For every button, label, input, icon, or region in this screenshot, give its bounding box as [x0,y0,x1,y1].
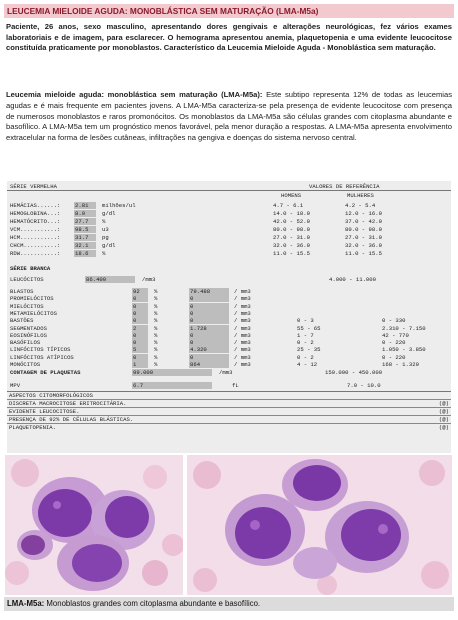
reference-header: VALORES DE REFERÊNCIA [309,183,380,190]
red-series-header-row [7,183,451,190]
percent-sign: % [154,317,158,325]
cytomorphology-item [7,423,451,431]
mpv-value: 6.7 [132,382,212,389]
cell-percent: 0 [132,317,148,324]
ref-absolute: 1.050 - 3.850 [382,346,426,354]
cell-unit: / mm3 [234,317,251,325]
test-value: 18.6 [74,250,96,257]
cell-unit: / mm3 [234,361,251,368]
ref-men: 4.7 - 6.1 [273,202,304,209]
ref-absolute: 0 - 220 [382,339,406,347]
test-value: 31.7 [74,234,96,241]
red-series-title: SÉRIE VERMELHA [10,183,57,190]
cell-percent: 0 [132,295,148,302]
cell-unit: / mm3 [234,353,251,361]
cell-percent: 0 [132,339,148,346]
cell-label: BASTÕES [10,317,34,325]
red-series-row [7,250,451,257]
white-series-row [7,310,451,317]
white-series-row [7,332,451,339]
cell-absolute: 0 [189,317,229,324]
divider [7,190,451,191]
test-unit: milhões/ul [102,202,136,209]
cell-unit: / mm3 [234,331,251,339]
white-series-row [7,295,451,302]
ref-percent: 0 - 2 [297,339,314,347]
cell-unit: / mm3 [234,324,251,332]
platelets-label: CONTAGEM DE PLAQUETAS [10,369,81,376]
test-unit: % [102,218,106,225]
ref-women: 32.0 - 36.0 [345,242,382,249]
cytomorphology-item [7,407,451,415]
ref-percent: 4 - 12 [297,361,318,368]
ref-men: 32.0 - 36.0 [273,242,310,249]
mpv-label: MPV [10,382,21,389]
cell-label: BASÓFILOS [10,339,41,347]
case-paragraph: Paciente, 26 anos, sexo masculino, apresentando dores gengivais e alterações neurológicas, fez vários exames laboratoriais e de imagem, para esclarecer. O hemograma apresentou anemia, plaquetopenia e uma evidente leucocitose constituída praticamente por monoblastos. Característico da Leucemia Mieloide Aguda - Monoblástica sem maturação. [6,22,452,53]
aspect-text: PRESENÇA DE 92% DE CÉLULAS BLÁSTICAS. [9,416,134,423]
cell-percent: 0 [132,310,148,317]
ref-percent: 25 - 35 [297,346,321,354]
cell-absolute: 0 [189,295,229,302]
men-header: HOMENS [281,192,302,199]
red-series-row [7,202,451,209]
ref-percent: 0 - 3 [297,317,314,325]
test-label: HEMÁCIAS......: [10,202,61,209]
test-unit: % [102,250,106,257]
cell-absolute: 4.320 [189,346,229,353]
leukocytes-ref: 4.000 - 11.000 [329,276,376,283]
percent-sign: % [154,302,158,310]
cell-absolute: 0 [189,332,229,339]
cytomorphology-item [7,399,451,407]
aspect-text: EVIDENTE LEUCOCITOSE. [9,408,80,415]
test-label: VCM...........: [10,226,61,233]
aspect-flag: (@) [438,424,449,431]
women-header: MULHERES [347,192,374,199]
percent-sign: % [154,324,158,332]
ref-men: 27.0 - 31.0 [273,234,310,241]
test-value: 32.1 [74,242,96,249]
cell-unit: / mm3 [234,288,251,295]
percent-sign: % [154,309,158,317]
white-series-row [7,288,451,295]
cell-label: BLASTOS [10,288,34,295]
blood-smear-image-right [187,455,452,595]
figure-caption [4,597,454,611]
ref-men: 80.0 - 98.0 [273,226,310,233]
mpv-unit: fL [232,382,239,389]
platelets-row [7,369,451,376]
cell-percent: 5 [132,346,148,353]
aspect-text: DISCRETA MACROCITOSE ERITROCITÁRIA. [9,400,127,407]
caption-body: Monoblastos grandes com citoplasma abundante e basofílico. [44,599,261,608]
ref-women: 4.2 - 5.4 [345,202,376,209]
aspect-flag: (@) [438,408,449,415]
ref-men: 42.0 - 52.0 [273,218,310,225]
ref-percent: 55 - 65 [297,324,321,332]
white-series-row [7,339,451,346]
cell-label: EOSINÓFILOS [10,331,47,339]
cell-label: MONÓCITOS [10,361,41,368]
white-series-row [7,303,451,310]
cell-percent: 92 [132,288,148,295]
cell-absolute: 0 [189,303,229,310]
micrograph-right [187,455,452,595]
mpv-ref: 7.0 - 10.0 [347,382,381,389]
white-series-header-row [7,265,451,272]
cell-percent: 2 [132,325,148,332]
percent-sign: % [154,339,158,347]
test-unit: g/dl [102,210,116,217]
cytomorphology-item [7,415,451,423]
blood-smear-image-left [5,455,183,595]
cell-absolute: 0 [189,339,229,346]
cell-unit: / mm3 [234,302,251,310]
red-series-row [7,218,451,225]
white-series-row [7,325,451,332]
ref-percent: 1 - 7 [297,331,314,339]
cell-absolute: 0 [189,354,229,361]
cell-percent: 0 [132,332,148,339]
ref-women: 11.0 - 15.5 [345,250,382,257]
cell-percent: 0 [132,303,148,310]
description-paragraph [6,90,452,144]
white-series-row [7,317,451,324]
cell-label: PROMIELÓCITOS [10,295,54,303]
cell-absolute: 79.488 [189,288,229,295]
white-series-row [7,354,451,361]
description-lead: Leucemia mieloide aguda: monoblástica sem maturação (LMA-M5a): [6,90,263,99]
cell-absolute: 1.728 [189,325,229,332]
ref-absolute: 0 - 330 [382,317,406,325]
red-series-row [7,242,451,249]
mpv-row [7,382,451,389]
leukocytes-label: LEUCÓCITOS [10,276,44,283]
ref-absolute: 42 - 770 [382,331,409,339]
percent-sign: % [154,346,158,354]
test-unit: g/dl [102,242,116,249]
percent-sign: % [154,331,158,339]
ref-absolute: 0 - 220 [382,353,406,361]
test-unit: pg [102,234,109,241]
ref-absolute: 2.310 - 7.150 [382,324,426,332]
ref-women: 37.0 - 42.0 [345,218,382,225]
percent-sign: % [154,353,158,361]
percent-sign: % [154,295,158,303]
cell-absolute: 0 [189,310,229,317]
leukocytes-row [7,276,451,283]
white-series-row [7,361,451,368]
leukocytes-value: 86.400 [85,276,135,283]
platelets-value: 99.000 [132,369,212,376]
test-value: 27.7 [74,218,96,225]
leukocytes-unit: /mm3 [142,276,156,283]
lab-report [7,181,451,453]
micrograph-left [5,455,183,595]
aspect-flag: (@) [438,400,449,407]
red-series-row [7,234,451,241]
test-label: CHCM..........: [10,242,61,249]
test-value: 2.81 [74,202,96,209]
document-title: LEUCEMIA MIELOIDE AGUDA: MONOBLÁSTICA SEM MATURAÇÃO (LMA-M5a) [4,4,454,18]
cell-unit: / mm3 [234,309,251,317]
ref-men: 14.0 - 18.0 [273,210,310,217]
red-series-row [7,226,451,233]
description-body: Este subtipo representa 12% de todas as leucemias agudas e é mais frequente em pacientes jovens. A LMA-M5a caracteriza-se pela presença de evidente leucocitose com presença de numerosos monoblastos e raros promonócitos. Os monoblastos da LMA-M5a são células grandes com citoplasma abundante e basofílico. A LMA-M5a tem um prognóstico menos favorável, pela menor duração a respostas. A LMA-M5a apresenta envolvimento extracelular na forma de lesões cutâneas, infiltrações na gengiva e doenças do sistema nervoso central. [6,90,453,143]
percent-sign: % [154,288,158,295]
ref-percent: 0 - 2 [297,353,314,361]
cell-unit: / mm3 [234,295,251,303]
cell-label: METAMIELÓCITOS [10,309,57,317]
cytomorphology-title: ASPECTOS CITOMORFOLÓGICOS [7,391,451,399]
cell-unit: / mm3 [234,339,251,347]
platelets-ref: 150.000 - 450.000 [325,369,383,376]
cytomorphology-list [7,399,451,431]
test-value: 98.5 [74,226,96,233]
ref-men: 11.0 - 15.5 [273,250,310,257]
white-series-row [7,346,451,353]
sex-header-row [7,192,451,199]
cytomorphology-section [7,391,451,431]
ref-women: 27.0 - 31.0 [345,234,382,241]
percent-sign: % [154,361,158,368]
cell-label: LINFÓCITOS TÍPICOS [10,346,71,354]
test-label: RDW...........: [10,250,61,257]
ref-women: 80.0 - 98.0 [345,226,382,233]
red-series-row [7,210,451,217]
ref-absolute: 168 - 1.320 [382,361,419,368]
cell-percent: 0 [132,354,148,361]
cell-label: LINFÓCITOS ATÍPICOS [10,353,74,361]
test-unit: u3 [102,226,109,233]
white-series-title: SÉRIE BRANCA [10,265,51,272]
cell-absolute: 864 [189,361,229,368]
caption-lead: LMA-M5a: [7,599,45,608]
ref-women: 12.0 - 16.0 [345,210,382,217]
aspect-text: PLAQUETOPENIA. [9,424,56,431]
test-value: 8.9 [74,210,96,217]
cell-unit: / mm3 [234,346,251,354]
platelets-unit: /mm3 [219,369,233,376]
cell-percent: 1 [132,361,148,368]
aspect-flag: (@) [438,416,449,423]
test-label: HCM...........: [10,234,61,241]
test-label: HEMOGLOBINA...: [10,210,61,217]
cell-label: MIELÓCITOS [10,302,44,310]
cell-label: SEGMENTADOS [10,324,47,332]
test-label: HEMATÓCRITO...: [10,218,61,225]
